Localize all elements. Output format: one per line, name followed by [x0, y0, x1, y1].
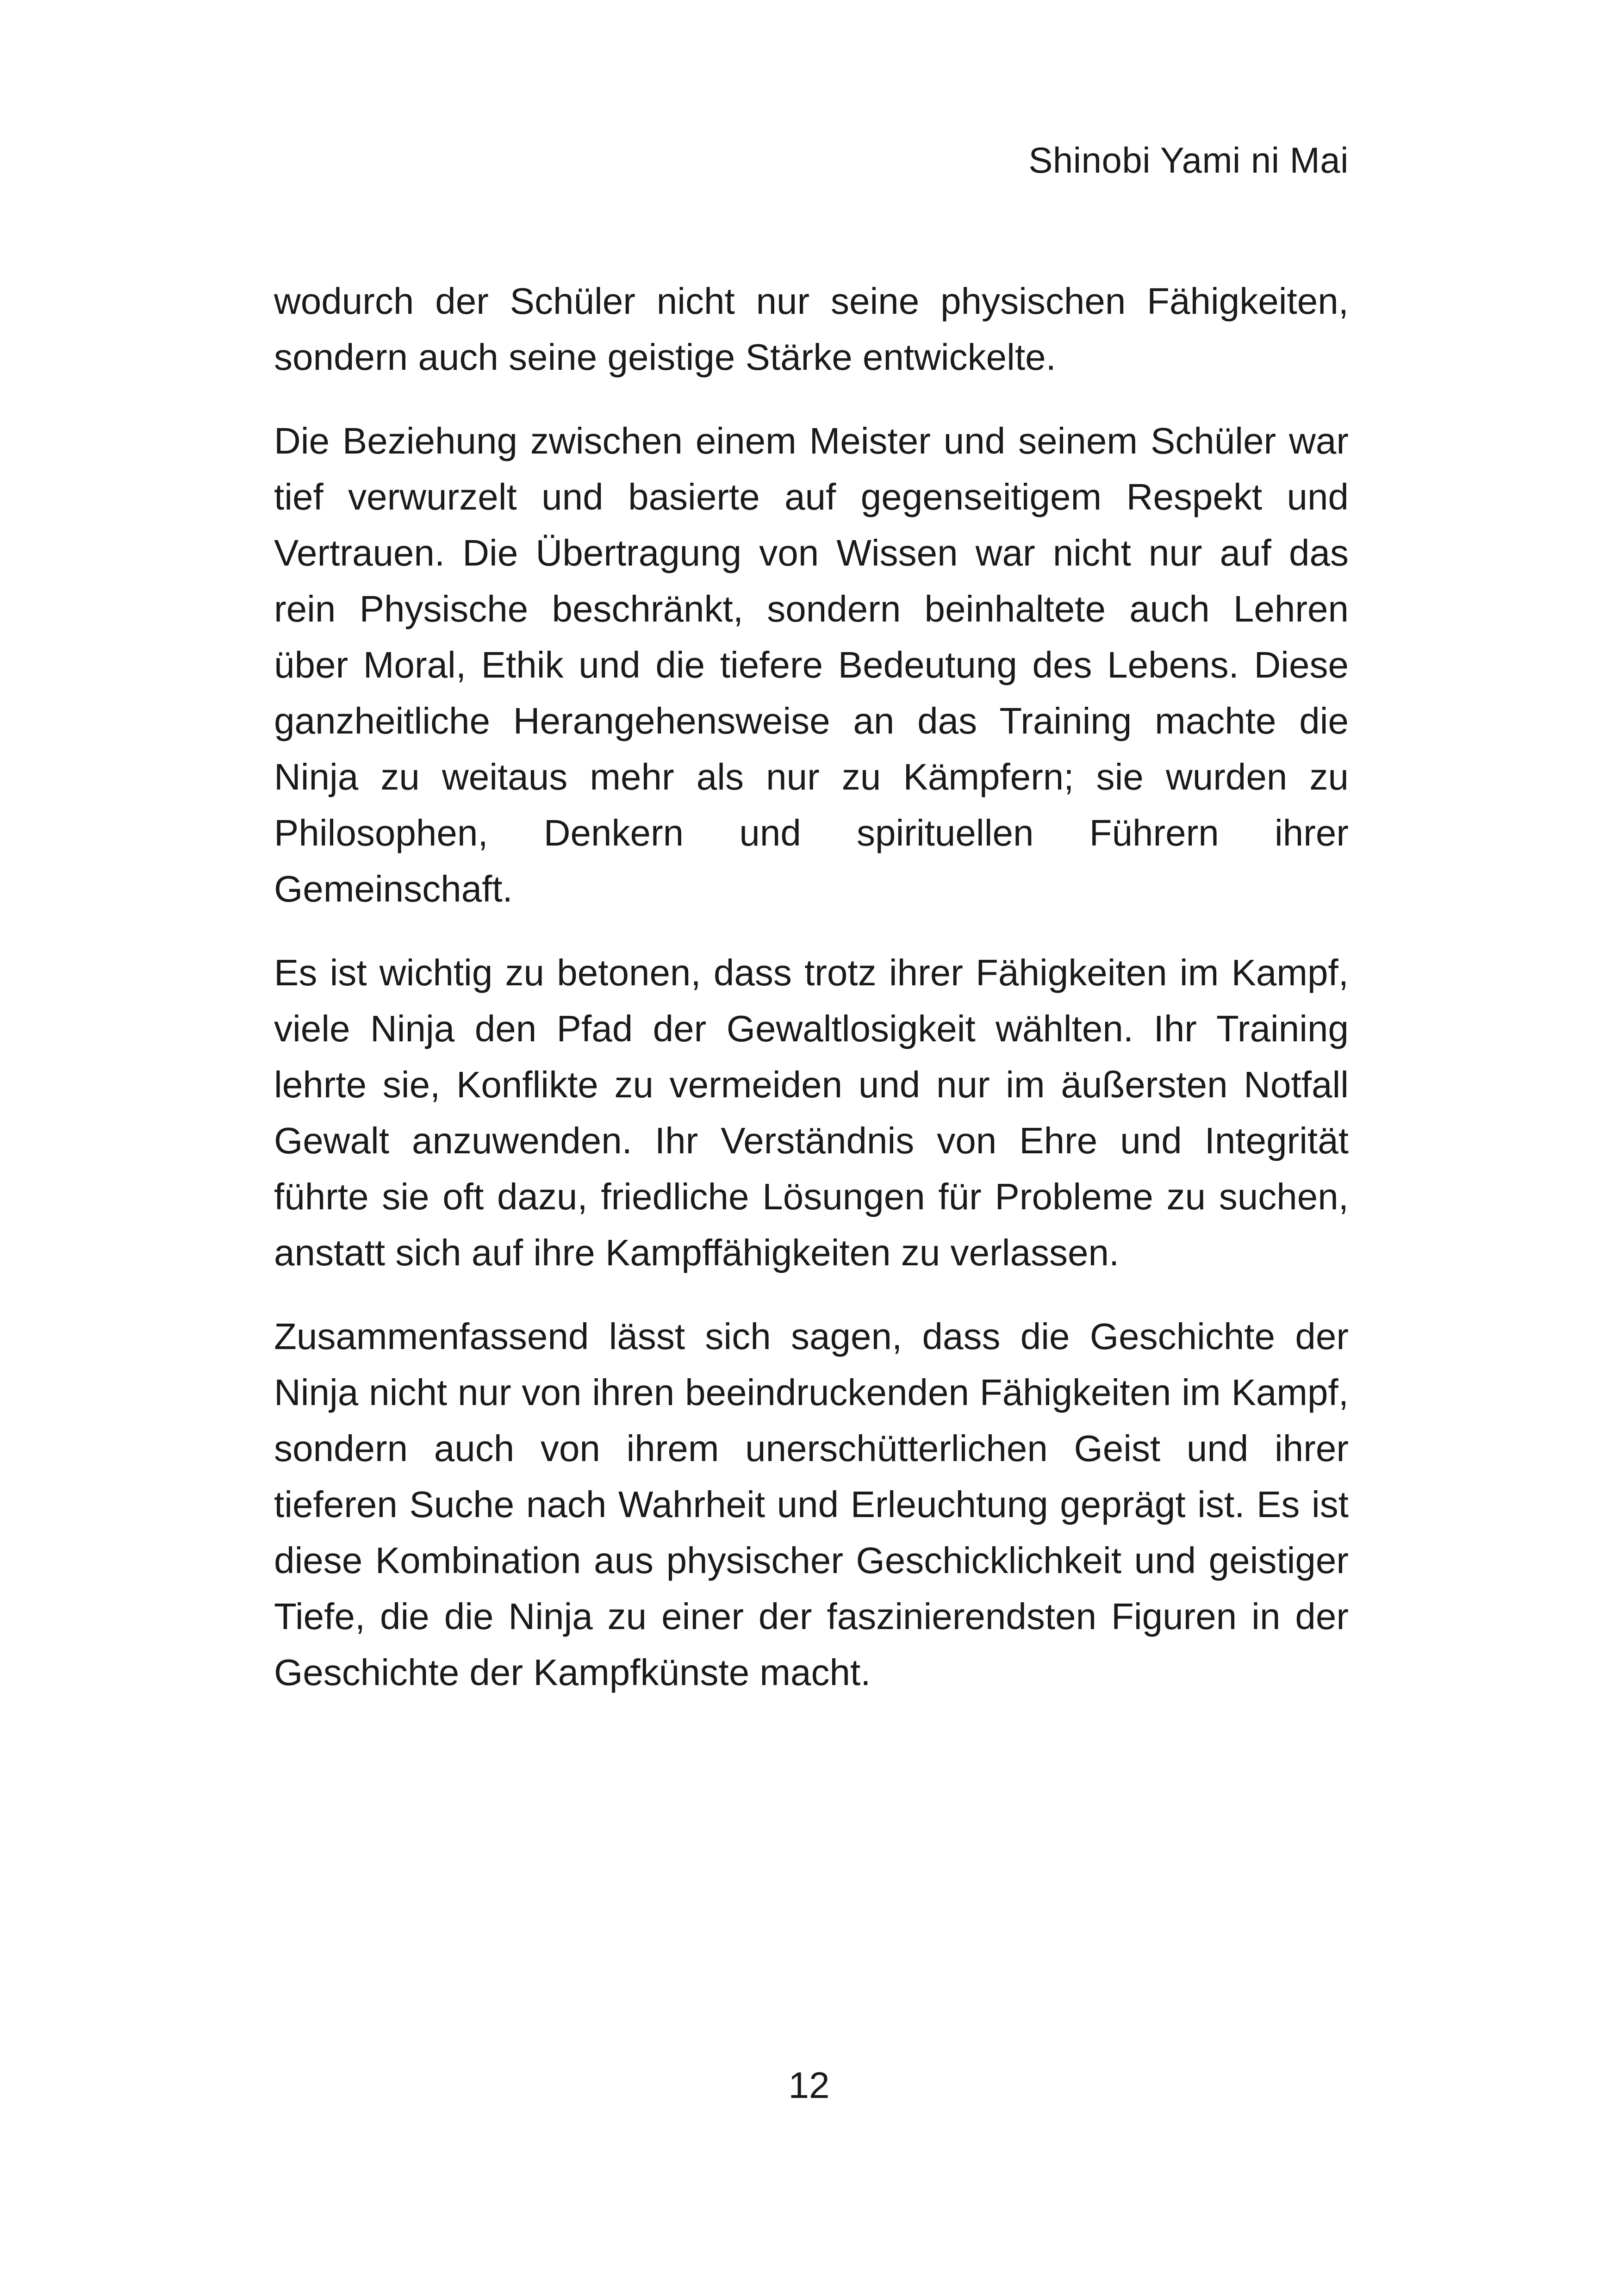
running-header-title: Shinobi Yami ni Mai	[1028, 140, 1349, 180]
page-number: 12	[788, 2065, 830, 2106]
paragraph: Die Beziehung zwischen einem Meister und seinem Schüler war tief verwurzelt und basierte auf gegenseitigem Respekt und Vertrauen. Die Übertragung von Wissen war nicht nur auf das rein Physische beschränkt, sondern beinhaltete auch Lehren über Moral, Ethik und die tiefere Bedeutung des Lebens. Diese ganzheitliche Herangehensweise an das Training machte die Ninja zu weitaus mehr als nur zu Kämpfern; sie wurden zu Philosophen, Denkern und spirituellen Führern ihrer Gemeinschaft.	[274, 420, 1349, 909]
paragraph: Zusammenfassend lässt sich sagen, dass die Geschichte der Ninja nicht nur von ihren beeindruckenden Fähigkeiten im Kampf, sondern auch von ihrem unerschütterlichen Geist und ihrer tieferen Suche nach Wahrheit und Erleuchtung geprägt ist. Es ist diese Kombination aus physischer Geschicklichkeit und geistiger Tiefe, die die Ninja zu einer der faszinierendsten Figuren in der Geschichte der Kampfkünste macht.	[274, 1316, 1349, 1693]
body-text	[274, 273, 1349, 1728]
paragraph: wodurch der Schüler nicht nur seine physischen Fähigkeiten, sondern auch seine geistige Stärke entwickelte.	[274, 280, 1349, 378]
paragraph: Es ist wichtig zu betonen, dass trotz ihrer Fähigkeiten im Kampf, viele Ninja den Pfad der Gewaltlosigkeit wählten. Ihr Training lehrte sie, Konflikte zu vermeiden und nur im äußersten Notfall Gewalt anzuwenden. Ihr Verständnis von Ehre und Integrität führte sie oft dazu, friedliche Lösungen für Probleme zu suchen, anstatt sich auf ihre Kampffähigkeiten zu verlassen.	[274, 952, 1349, 1273]
